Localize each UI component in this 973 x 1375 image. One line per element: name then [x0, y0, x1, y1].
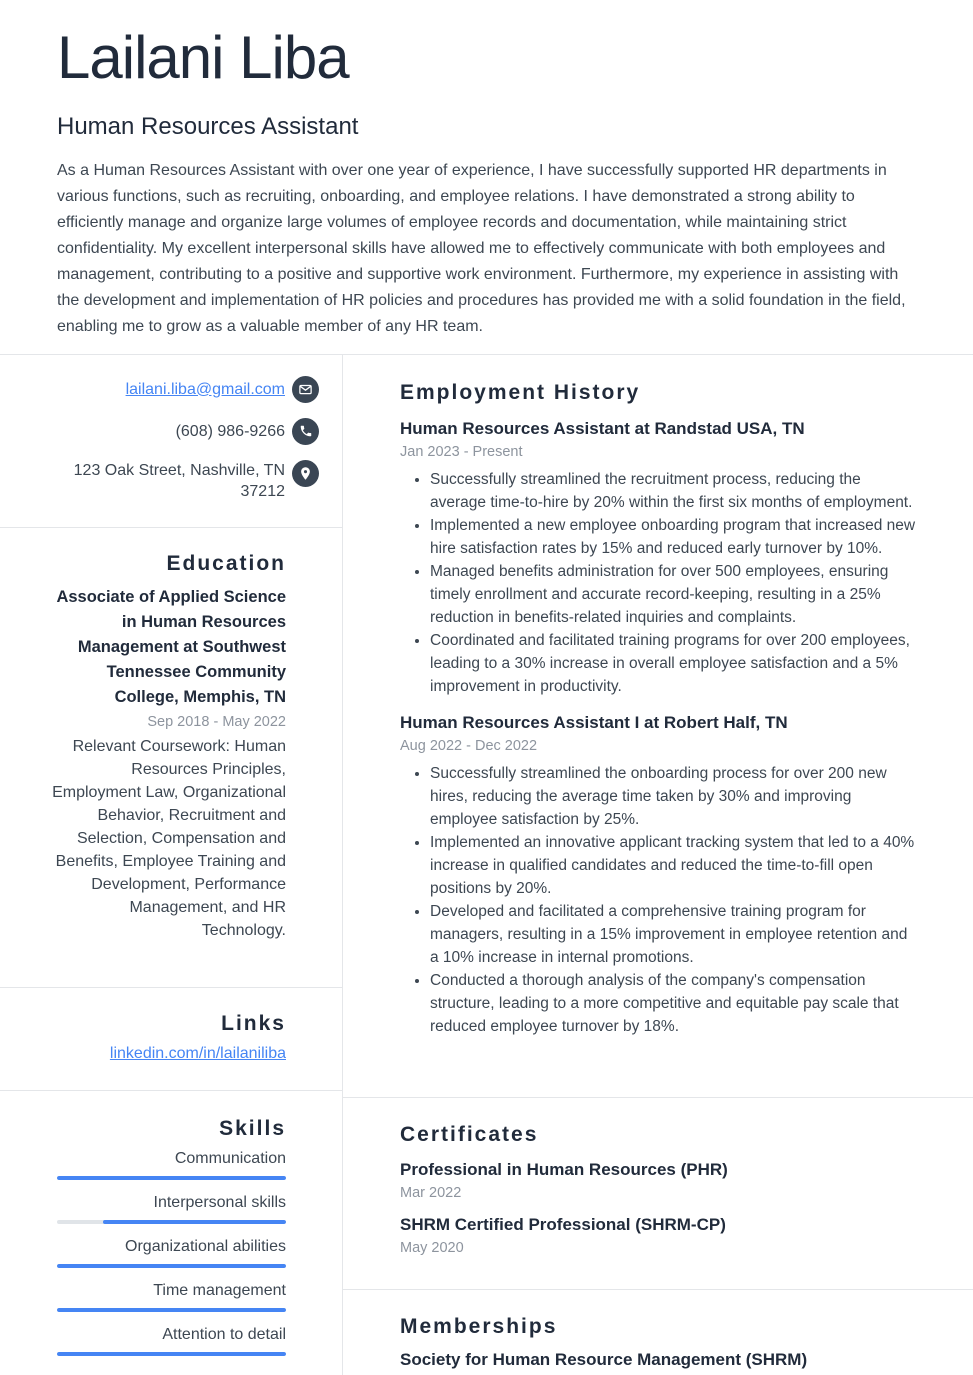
skill-bar [57, 1220, 286, 1224]
job-bullet: • Conducted a thorough analysis of the company's compensation structure, leading to a more competitive and equitable pay scale that reduced employee turnover by 18%. [430, 969, 916, 1038]
email-link[interactable]: lailani.liba@gmail.com [125, 380, 285, 398]
certificates-section [343, 1097, 973, 1289]
education-heading: Education [166, 551, 286, 575]
education-description: Relevant Coursework: Human Resources Principles, Employment Law, Organizational Behavior, Recruitment and Selection, Compensation and Benefits, Employee Training and Development, Performance Management, and HR Technology. [52, 737, 286, 939]
job-bullet: • Successfully streamlined the onboarding process for over 200 new hires, reducing the average time taken by 30% and improving employee satisfaction by 25%. [430, 762, 916, 831]
location-pin-icon [292, 460, 319, 487]
job-entry-title: Human Resources Assistant I at Robert Half, TN [400, 712, 788, 732]
person-name: Lailani Liba [57, 24, 349, 91]
memberships-section [343, 1289, 973, 1375]
skill-bar-fill [57, 1308, 286, 1312]
job-entry [400, 418, 916, 698]
skill-label: Communication [174, 1149, 286, 1167]
certificate-date: Mar 2022 [400, 1184, 462, 1201]
job-bullet: • Coordinated and facilitated training programs for over 200 employees, leading to a 30% increase in overall employee satisfaction and a 5% improvement in productivity. [430, 629, 916, 698]
skill-bar [57, 1176, 286, 1180]
skills-heading: Skills [219, 1116, 286, 1140]
job-entry-title: Human Resources Assistant at Randstad USA, TN [400, 418, 805, 438]
skill-label: Attention to detail [162, 1325, 286, 1343]
membership-title: Society for Human Resource Management (SHRM) [400, 1349, 808, 1369]
job-bullet-list [400, 468, 916, 698]
memberships-heading: Memberships [400, 1314, 558, 1338]
skill-bar [57, 1352, 286, 1356]
job-bullet: • Managed benefits administration for over 500 employees, ensuring timely enrollment and accurate record-keeping, resulting in a 25% reduction in benefits-related inquiries and complaints. [430, 560, 916, 629]
employment-history-section [343, 355, 973, 1097]
postal-address [74, 460, 285, 502]
job-entry [400, 712, 916, 1038]
job-bullet: • Implemented an innovative applicant tracking system that led to a 40% increase in qualified candidates and reduced the time-to-fill open positions by 20%. [430, 831, 916, 900]
certificate-entry [400, 1159, 916, 1201]
education-degree: Associate of Applied Science in Human Resources Management at Southwest Tennessee Community College, Memphis, TN [56, 587, 286, 706]
job-bullet: • Successfully streamlined the recruitment process, reducing the average time-to-hire by 20% within the first six months of employment. [430, 468, 916, 514]
address-line-1: 123 Oak Street, Nashville, TN [73, 461, 285, 479]
certificate-date: May 2020 [400, 1239, 464, 1256]
skills-section [0, 1090, 342, 1375]
certificates-heading: Certificates [400, 1122, 539, 1146]
resume-body [0, 354, 973, 1375]
skill-bar [57, 1264, 286, 1268]
education-dates: Sep 2018 - May 2022 [147, 713, 286, 730]
contact-phone-row [30, 418, 319, 445]
skill-item [57, 1150, 286, 1180]
phone-number: (608) 986-9266 [175, 422, 285, 440]
certificate-title: Professional in Human Resources (PHR) [400, 1159, 728, 1179]
links-section [0, 987, 342, 1090]
job-bullet: • Implemented a new employee onboarding program that increased new hire satisfaction rates by 15% and reduced early turnover by 10%. [430, 514, 916, 560]
resume-header [0, 0, 973, 340]
skill-bar-fill [103, 1220, 286, 1224]
links-heading: Links [221, 1011, 286, 1035]
main-column [343, 355, 973, 1375]
skill-item [57, 1194, 286, 1224]
skill-label: Time management [153, 1281, 286, 1299]
linkedin-link[interactable]: linkedin.com/in/lailaniliba [109, 1044, 286, 1062]
address-line-2: 37212 [240, 482, 285, 500]
person-job-title: Human Resources Assistant [57, 112, 359, 140]
sidebar [0, 355, 343, 1375]
contact-section [0, 355, 342, 527]
contact-address-row [30, 460, 319, 502]
skill-bar [57, 1308, 286, 1312]
skill-bar-fill [57, 1176, 286, 1180]
skill-item [57, 1282, 286, 1312]
job-bullet-list [400, 762, 916, 1038]
phone-handset-icon [292, 418, 319, 445]
contact-email-row [30, 376, 319, 403]
employment-history-heading: Employment History [400, 380, 641, 404]
skill-bar-fill [57, 1352, 286, 1356]
job-entry-dates: Aug 2022 - Dec 2022 [400, 737, 538, 754]
skill-label: Organizational abilities [125, 1237, 286, 1255]
skill-item [57, 1238, 286, 1268]
skill-label: Interpersonal skills [153, 1193, 286, 1211]
education-section [0, 527, 342, 987]
skill-bar-fill [57, 1264, 286, 1268]
profile-summary: As a Human Resources Assistant with over one year of experience, I have successfully supported HR departments in various functions, such as recruiting, onboarding, and employee relations. I have demonstrated a strong ability to efficiently manage and organize large volumes of employee records and documentation, while maintaining strict confidentiality. My excellent interpersonal skills have allowed me to effectively communicate with both employees and management, contributing to a positive and supportive work environment. Furthermore, my experience in assisting with the development and implementation of HR policies and procedures has provided me with a solid foundation in the field, enabling me to grow as a valuable member of any HR team. [57, 161, 906, 335]
skill-item [57, 1326, 286, 1356]
job-bullet: • Developed and facilitated a comprehensive training program for managers, resulting in a 15% improvement in employee retention and a 10% increase in internal promotions. [430, 900, 916, 969]
certificate-title: SHRM Certified Professional (SHRM-CP) [400, 1214, 726, 1234]
job-entry-dates: Jan 2023 - Present [400, 443, 523, 460]
certificate-entry [400, 1214, 916, 1256]
envelope-icon [292, 376, 319, 403]
